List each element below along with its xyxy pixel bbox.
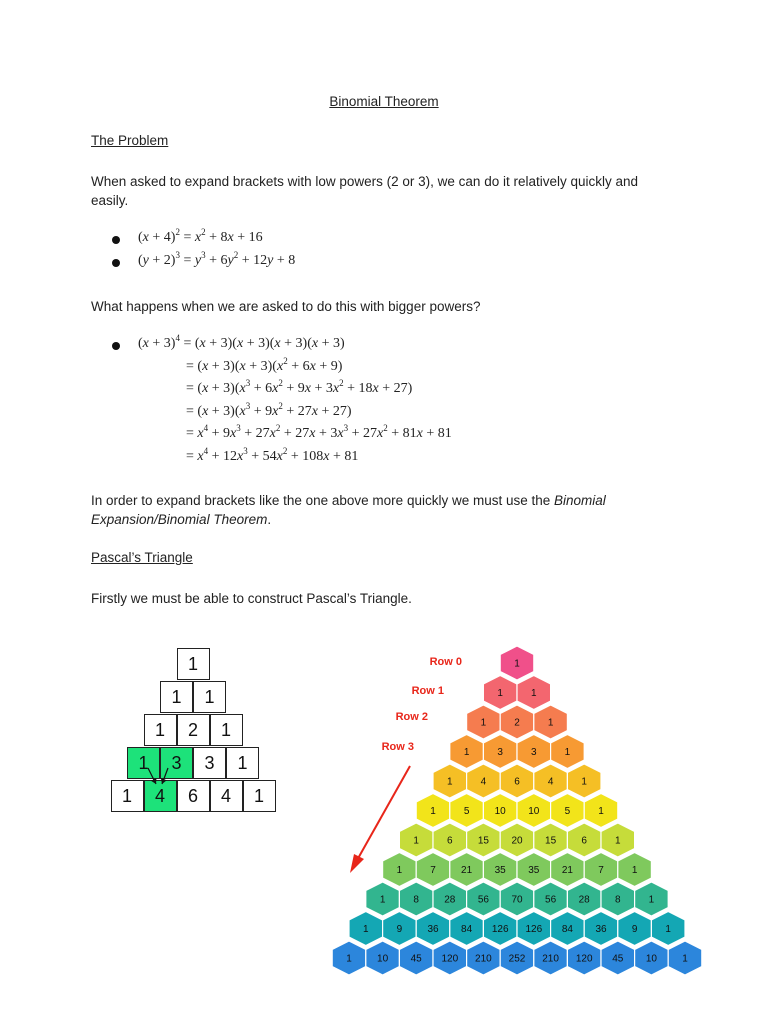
hex-cell <box>517 794 551 828</box>
hex-cell <box>635 882 669 916</box>
hex-cell <box>567 764 601 798</box>
hex-cell <box>349 912 383 946</box>
svg-text:84: 84 <box>461 924 473 935</box>
hex-cell <box>366 941 400 975</box>
svg-text:5: 5 <box>463 806 470 817</box>
hex-cell <box>584 912 618 946</box>
svg-text:210: 210 <box>542 953 559 965</box>
expansion-line-4: = $(x + 3)(x^3 + 9x^2 + 27x + 27)$ <box>186 401 352 419</box>
svg-text:9: 9 <box>631 924 638 935</box>
bullet-point <box>112 236 120 244</box>
svg-text:9: 9 <box>396 924 403 935</box>
box-cell: 3 <box>160 747 193 779</box>
svg-text:1: 1 <box>514 658 520 670</box>
svg-text:35: 35 <box>494 865 506 876</box>
svg-text:36: 36 <box>427 924 439 935</box>
svg-text:10: 10 <box>645 953 657 965</box>
svg-text:10: 10 <box>528 806 540 817</box>
hex-cell <box>534 705 568 739</box>
bullet-point <box>112 259 120 267</box>
hex-cell <box>467 941 501 975</box>
row-label: Row 3 <box>381 741 414 753</box>
hex-cell <box>450 912 484 946</box>
hex-cell <box>534 882 568 916</box>
conclusion-text <box>91 491 671 529</box>
hex-cell <box>483 735 517 769</box>
svg-text:15: 15 <box>545 835 557 847</box>
expansion-line-6: = $x^4 + 12x^3 + 54x^2 + 108x + 81$ <box>186 446 359 464</box>
pascal-hex-triangle <box>330 630 710 985</box>
hex-cell <box>399 882 433 916</box>
hex-cell <box>567 941 601 975</box>
hex-cell <box>584 853 618 887</box>
hex-cell <box>601 882 635 916</box>
hex-cell <box>416 912 450 946</box>
svg-text:1: 1 <box>447 776 453 788</box>
hex-cell <box>500 646 534 680</box>
row-label: Row 1 <box>411 685 444 697</box>
hex-cell <box>500 823 534 857</box>
hex-cell <box>383 912 417 946</box>
hex-cell <box>433 823 467 857</box>
hex-cell <box>467 764 501 798</box>
box-cell: 4 <box>210 780 243 812</box>
svg-text:1: 1 <box>564 747 571 758</box>
svg-text:1: 1 <box>497 688 503 699</box>
svg-text:56: 56 <box>545 894 557 906</box>
svg-text:4: 4 <box>547 776 554 788</box>
svg-text:210: 210 <box>475 953 492 965</box>
hex-cell <box>534 823 568 857</box>
svg-text:6: 6 <box>447 835 453 847</box>
svg-text:1: 1 <box>396 865 403 876</box>
hex-cell <box>567 823 601 857</box>
hex-cell <box>416 853 450 887</box>
box-cell: 1 <box>111 780 144 812</box>
svg-text:1: 1 <box>648 894 655 906</box>
hex-cell <box>450 853 484 887</box>
svg-text:6: 6 <box>514 776 520 788</box>
svg-text:3: 3 <box>497 747 503 758</box>
svg-text:4: 4 <box>480 776 487 788</box>
hex-cell <box>551 735 585 769</box>
hex-cell <box>500 705 534 739</box>
svg-text:1: 1 <box>581 776 587 788</box>
problem-heading: The Problem <box>91 133 169 148</box>
hex-cell <box>517 853 551 887</box>
svg-text:45: 45 <box>410 953 422 965</box>
svg-text:1: 1 <box>631 865 638 876</box>
hex-cell <box>500 764 534 798</box>
svg-text:56: 56 <box>477 894 489 906</box>
hex-cell <box>399 941 433 975</box>
svg-text:7: 7 <box>430 865 436 876</box>
hex-cell <box>433 764 467 798</box>
hex-cell <box>618 853 652 887</box>
svg-text:1: 1 <box>598 806 604 817</box>
hex-cell <box>450 735 484 769</box>
box-cell: 3 <box>193 747 226 779</box>
svg-text:70: 70 <box>511 894 523 906</box>
box-cell: 1 <box>144 714 177 746</box>
hex-cell <box>635 941 669 975</box>
example-2: $(y + 2)^3 = y^3 + 6y^2 + 12y + 8$ <box>138 250 296 268</box>
hex-cell <box>551 794 585 828</box>
svg-text:3: 3 <box>531 747 537 758</box>
box-cell: 2 <box>177 714 210 746</box>
svg-text:1: 1 <box>615 835 621 847</box>
svg-text:8: 8 <box>615 894 621 906</box>
hex-cell <box>433 941 467 975</box>
svg-text:28: 28 <box>444 894 456 906</box>
svg-text:45: 45 <box>612 953 624 965</box>
conclusion-suffix: . <box>267 512 272 527</box>
hex-cell <box>584 794 618 828</box>
hex-cell <box>500 941 534 975</box>
hex-cell <box>383 853 417 887</box>
bullet-point <box>112 342 120 350</box>
hex-cell <box>551 912 585 946</box>
svg-text:6: 6 <box>581 835 587 847</box>
svg-text:10: 10 <box>494 806 506 817</box>
hex-cell <box>601 941 635 975</box>
box-cell: 1 <box>127 747 160 779</box>
hex-cell <box>534 764 568 798</box>
hex-cell <box>416 794 450 828</box>
problem-intro: When asked to expand brackets with low powers (2 or 3), we can do it relatively quickly and easily. <box>91 174 639 208</box>
hex-cell <box>467 823 501 857</box>
expansion-line-5: = $x^4 + 9x^3 + 27x^2 + 27x + 3x^3 + 27x^2 + 81x + 81$ <box>186 423 452 441</box>
page-title: Binomial Theorem <box>329 94 439 109</box>
svg-text:7: 7 <box>598 865 604 876</box>
box-cell: 1 <box>210 714 243 746</box>
svg-text:28: 28 <box>578 894 590 906</box>
expansion-line-2: = $(x + 3)(x + 3)(x^2 + 6x + 9)$ <box>186 356 343 374</box>
expansion-line-1: $(x + 3)^4 = (x + 3)(x + 3)(x + 3)(x + 3)$ <box>138 333 345 351</box>
hex-cell <box>483 912 517 946</box>
svg-text:1: 1 <box>363 924 369 935</box>
svg-text:2: 2 <box>514 717 520 729</box>
svg-text:126: 126 <box>525 924 543 935</box>
pascal-intro: Firstly we must be able to construct Pascal’s Triangle. <box>91 591 412 606</box>
svg-text:120: 120 <box>575 953 593 965</box>
svg-text:1: 1 <box>480 717 487 729</box>
expansion-line-3: = $(x + 3)(x^3 + 6x^2 + 9x + 3x^2 + 18x + 27)$ <box>186 378 413 396</box>
svg-text:1: 1 <box>531 688 537 699</box>
hex-cell <box>450 794 484 828</box>
svg-text:1: 1 <box>346 953 352 965</box>
svg-text:15: 15 <box>477 835 489 847</box>
hex-cell <box>483 853 517 887</box>
hex-cell <box>467 882 501 916</box>
hex-cell <box>651 912 685 946</box>
hex-cell <box>517 735 551 769</box>
hex-cell <box>551 853 585 887</box>
svg-text:36: 36 <box>595 924 607 935</box>
svg-text:1: 1 <box>547 717 554 729</box>
hex-cell <box>483 676 517 710</box>
box-cell: 4 <box>144 780 177 812</box>
pascal-heading: Pascal’s Triangle <box>91 550 193 565</box>
hex-cell <box>332 941 366 975</box>
svg-text:1: 1 <box>665 924 671 935</box>
hex-cell <box>433 882 467 916</box>
example-1: $(x + 4)^2 = x^2 + 8x + 16$ <box>138 227 263 245</box>
row-label: Row 0 <box>429 656 462 668</box>
svg-text:120: 120 <box>441 953 459 965</box>
svg-text:10: 10 <box>377 953 389 965</box>
svg-text:35: 35 <box>528 865 540 876</box>
svg-text:5: 5 <box>564 806 571 817</box>
svg-text:126: 126 <box>491 924 509 935</box>
hex-cell <box>601 823 635 857</box>
box-cell: 1 <box>226 747 259 779</box>
svg-text:1: 1 <box>430 806 436 817</box>
hex-cell <box>366 882 400 916</box>
box-cell: 1 <box>160 681 193 713</box>
svg-text:84: 84 <box>561 924 573 935</box>
svg-text:252: 252 <box>508 953 526 965</box>
box-cell: 6 <box>177 780 210 812</box>
question-text: What happens when we are asked to do this with bigger powers? <box>91 299 481 314</box>
hex-cell <box>618 912 652 946</box>
svg-text:8: 8 <box>413 894 419 906</box>
svg-text:20: 20 <box>511 835 523 847</box>
svg-text:1: 1 <box>682 953 688 965</box>
svg-text:21: 21 <box>561 865 573 876</box>
hex-cell <box>399 823 433 857</box>
box-cell: 1 <box>177 648 210 680</box>
hex-cell <box>483 794 517 828</box>
hex-cell <box>534 941 568 975</box>
hex-cell <box>467 705 501 739</box>
svg-text:1: 1 <box>379 894 386 906</box>
hex-cell <box>517 912 551 946</box>
row-label: Row 2 <box>395 711 428 723</box>
red-arrow-head <box>350 854 364 873</box>
box-cell: 1 <box>193 681 226 713</box>
hex-cell <box>500 882 534 916</box>
hex-cell <box>567 882 601 916</box>
svg-text:1: 1 <box>463 747 470 758</box>
box-cell: 1 <box>243 780 276 812</box>
conclusion-italic: Binomial Expansion/Binomial Theorem <box>91 493 606 527</box>
hex-cell <box>517 676 551 710</box>
svg-text:1: 1 <box>413 835 419 847</box>
hex-cell <box>668 941 702 975</box>
conclusion-prefix: In order to expand brackets like the one above more quickly we must use the <box>91 493 555 508</box>
svg-text:21: 21 <box>461 865 473 876</box>
sum-arrows <box>130 760 210 800</box>
